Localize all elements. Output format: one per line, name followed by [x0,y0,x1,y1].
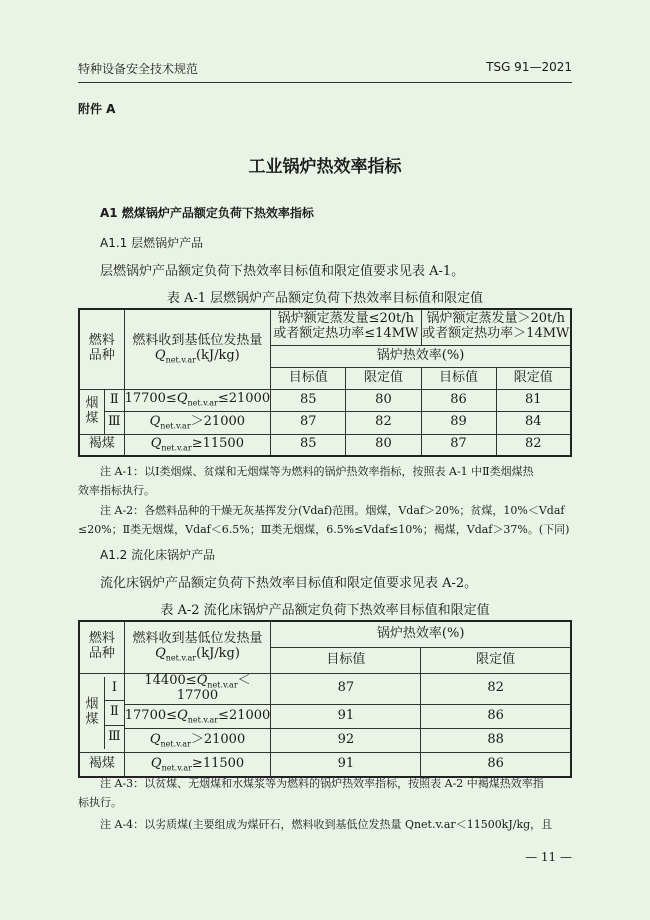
t2-heat-range: $14400\le Q_{net.v.ar}<17700$ [124,673,271,705]
t2-value: 92 [271,729,421,753]
t2-efficiency-header: 锅炉热效率(%) [271,621,571,647]
t2-value: 86 [421,705,571,729]
t1-heat-range: $Q_{net.v.ar}>21000$ [124,412,271,435]
t2-value: 87 [271,673,421,705]
t1-value: 85 [271,434,346,456]
t1-limit-header: 限定值 [496,367,571,389]
table-row [79,673,571,705]
table-a1 [78,308,572,457]
t1-heat-range: $Q_{net.v.ar}\ge 11500$ [124,434,271,456]
t1-efficiency-header: 锅炉热效率(%) [271,345,571,367]
t1-heat-header: 燃料收到基低位发热量 $Q_{net.v.ar}(kJ/kg)$ [124,309,271,389]
section-a1-2: A1.2 流化床锅炉产品 [100,548,216,562]
t1-value: 80 [346,434,421,456]
t1-value: 80 [346,389,421,412]
t2-heat-range: $Q_{net.v.ar}>21000$ [124,729,271,753]
t2-hemei-label: 褐煤 [79,753,124,777]
t1-value: 86 [421,389,496,412]
table-a1-caption: 表 A-1 层燃锅炉产品额定负荷下热效率目标值和限定值 [166,291,484,306]
section-a1-1: A1.1 层燃锅炉产品 [100,236,204,250]
t1-target-header: 目标值 [271,367,346,389]
t1-value: 84 [496,412,571,435]
t1-large-boiler-header: 锅炉额定蒸发量＞20t/h 或者额定热功率＞14MW [421,309,571,345]
t1-value: 87 [421,434,496,456]
t2-fuel-kind-header: 燃料 品种 [79,621,124,673]
page-number: — 11 — [525,850,572,864]
t1-value: 87 [271,412,346,435]
table-row [79,729,571,753]
t2-heat-header: 燃料收到基低位发热量 $Q_{net.v.ar}(kJ/kg)$ [124,621,271,673]
table-a2 [78,620,572,778]
t1-class-label: Ⅱ [105,390,124,412]
header-right: TSG 91—2021 [486,60,572,74]
t2-value: 91 [271,753,421,777]
t1-limit-header: 限定值 [346,367,421,389]
t2-heat-range: $17700\le Q_{net.v.ar}\le 21000$ [124,705,271,729]
t1-value: 82 [496,434,571,456]
paragraph-a1-1: 层燃锅炉产品额定负荷下热效率目标值和限定值要求见表 A-1。 [100,264,465,279]
note-a3: 注 A-3：以贫煤、无烟煤和水煤浆等为燃料的锅炉热效率指标，按照表 A-2 中褐煤热效率指 标执行。 [78,777,544,809]
t2-yanmei-cell [79,673,124,753]
t2-class-label: Ⅱ [105,701,124,726]
t2-limit-header: 限定值 [421,647,571,673]
t1-yanmei-cell [79,389,124,434]
t2-target-header: 目标值 [271,647,421,673]
t2-class-label: Ⅲ [108,728,121,744]
table-row [79,389,571,412]
running-header [78,60,572,80]
t2-class-label: Ⅰ [105,677,124,701]
table-a2-caption: 表 A-2 流化床锅炉产品额定负荷下热效率目标值和限定值 [160,603,490,618]
t1-heat-range: $17700\le Q_{net.v.ar}\le 21000$ [124,389,271,412]
paragraph-a1-2: 流化床锅炉产品额定负荷下热效率目标值和限定值要求见表 A-2。 [100,576,478,591]
t2-yanmei-label: 烟煤 [85,696,99,727]
t1-value: 82 [346,412,421,435]
header-left: 特种设备安全技术规范 [78,62,199,76]
t1-yanmei-label: 烟煤 [85,395,99,426]
t2-value: 86 [421,753,571,777]
section-a1: A1 燃煤锅炉产品额定负荷下热效率指标 [100,206,314,220]
t2-heat-range: $Q_{net.v.ar}\ge 11500$ [124,753,271,777]
appendix-label: 附件 A [78,102,116,116]
t2-value: 82 [421,673,571,705]
t2-value: 88 [421,729,571,753]
header-rule [78,82,572,83]
t1-class-label: Ⅲ [108,414,121,430]
t1-hemei-label: 褐煤 [79,434,124,456]
table-row [79,705,571,729]
t1-small-boiler-header: 锅炉额定蒸发量≤20t/h 或者额定热功率≤14MW [271,309,421,345]
note-a4: 注 A-4：以劣质煤(主要组成为煤矸石，燃料收到基低位发热量 Qnet.v.ar＜11500kJ/kg，且 [100,818,553,831]
note-a2: 注 A-2：各燃料品种的干燥无灰基挥发分(Vdaf)范围。烟煤，Vdaf＞20%；贫煤，10%＜Vdaf ≤20%；Ⅱ类无烟煤，Vdaf＜6.5%；Ⅲ类无烟煤，6.5%≤Vdaf≤10%；褐煤，Vdaf＞37%。(下同) [78,504,570,536]
t1-value: 89 [421,412,496,435]
t1-value: 85 [271,389,346,412]
note-a1: 注 A-1：以Ⅰ类烟煤、贫煤和无烟煤等为燃料的锅炉热效率指标，按照表 A-1 中Ⅱ类烟煤热 效率指标执行。 [78,465,534,497]
page-title: 工业锅炉热效率指标 [248,157,402,177]
t1-target-header: 目标值 [421,367,496,389]
t1-fuel-kind-header: 燃料 品种 [79,309,124,389]
table-row [79,412,571,435]
t2-value: 91 [271,705,421,729]
table-row [79,434,571,456]
t1-value: 81 [496,389,571,412]
